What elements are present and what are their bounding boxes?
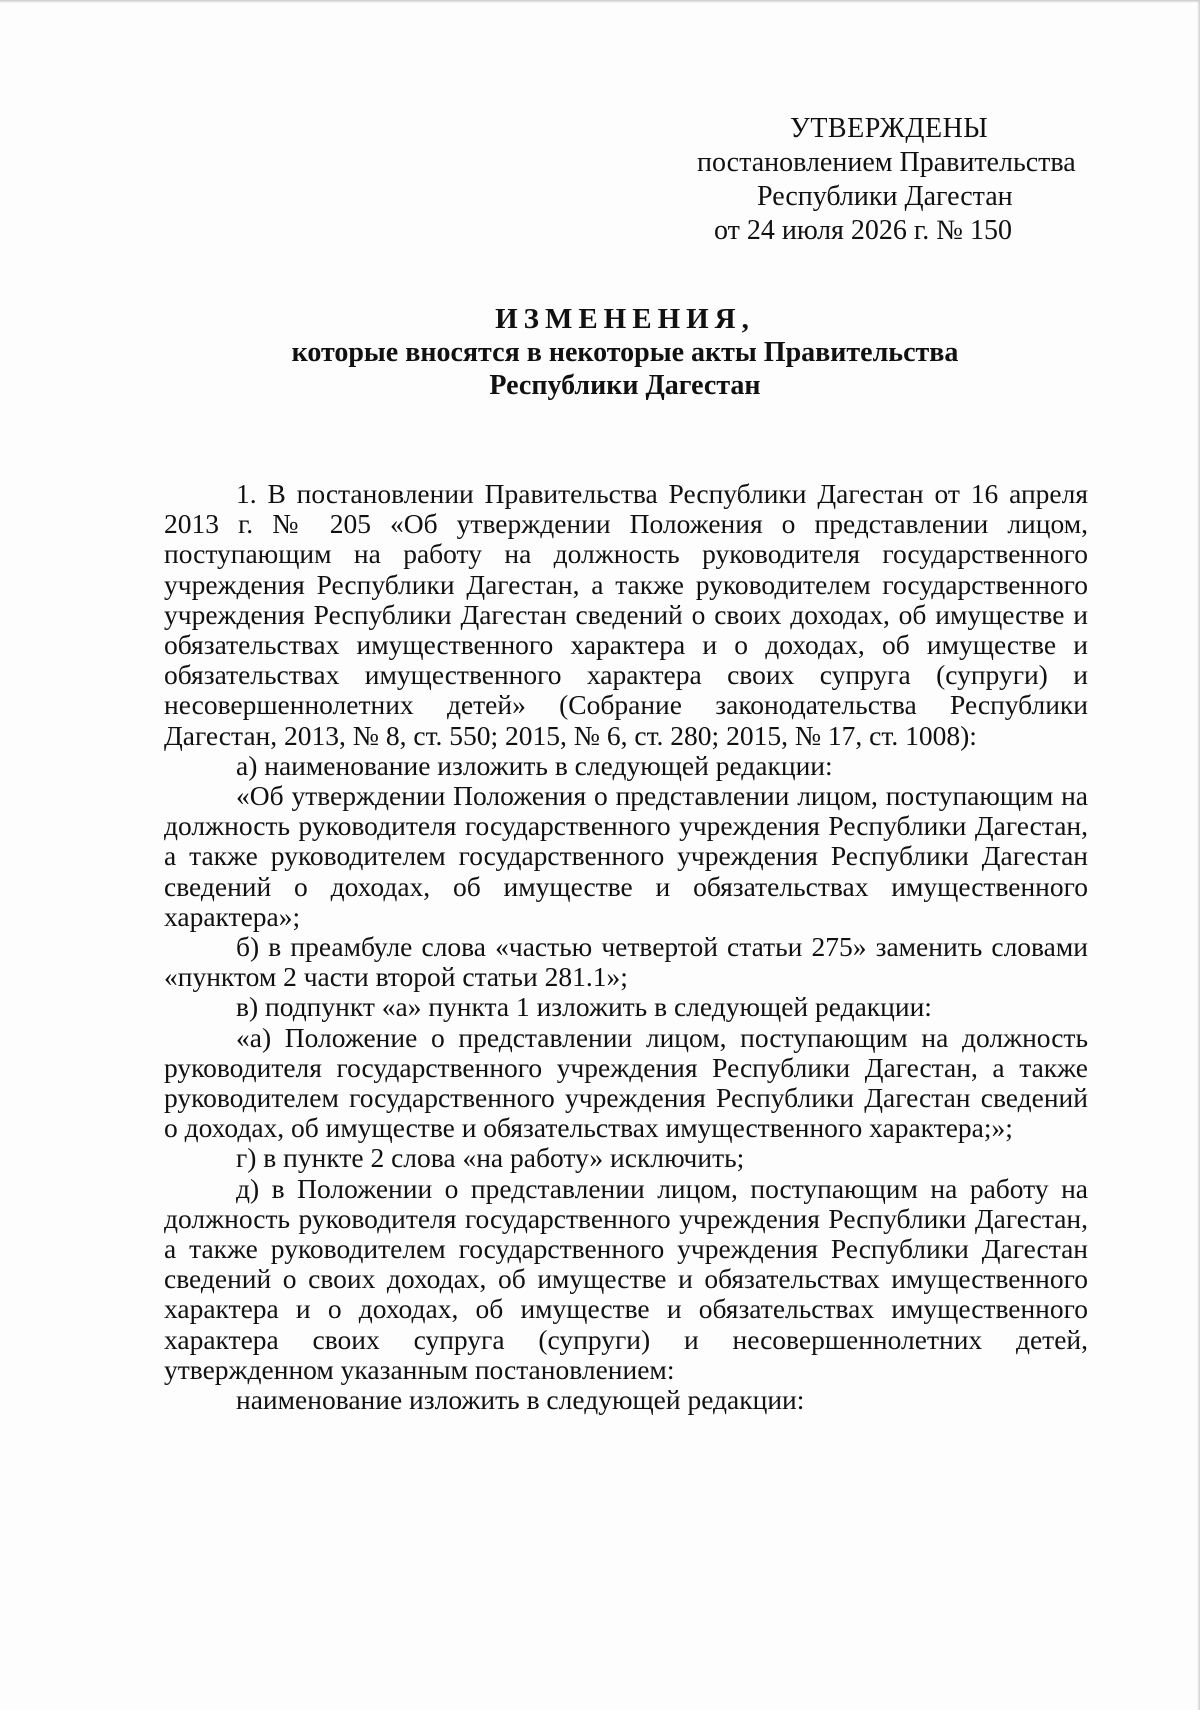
document-body: [164, 479, 1088, 1415]
paragraph-1: 1. В постановлении Правительства Республики Дагестан от 16 апреля 2013 г. № 205 «Об утверждении Положения о представлении лицом, поступающим на работу на должность руководителя государственного учреждения Республики Дагестан, а также руководителем государственного учреждения Республики Дагестан сведений о своих доходах, об имуществе и обязательствах имущественного характера и о доходах, об имуществе и обязательствах имущественного характера своих супруга (супруги) и несовершеннолетних детей» (Собрание законодательства Республики Дагестан, 2013, № 8, ст. 550; 2015, № 6, ст. 280; 2015, № 17, ст. 1008):: [164, 478, 1088, 751]
approval-line-1: постановлением Правительства: [697, 147, 1076, 178]
paragraph-v: в) подпункт «а» пункта 1 изложить в следующей редакции:: [236, 991, 932, 1023]
approval-line-2: Республики Дагестан: [757, 181, 1013, 212]
heading-title: ИЗМЕНЕНИЯ,: [495, 303, 755, 335]
paragraph-g: г) в пункте 2 слова «на работу» исключить;: [236, 1142, 745, 1174]
approval-line-3: от 24 июля 2026 г. № 150: [714, 215, 1012, 246]
scan-edge-top: [0, 0, 1200, 3]
approval-stamp-block: [620, 112, 1120, 248]
document-heading: [160, 303, 1090, 402]
approval-title: УТВЕРЖДЕНЫ: [790, 113, 989, 144]
paragraph-d: д) в Положении о представлении лицом, поступающим на работу на должность руководителя государственного учреждения Республики Дагестан, а также руководителем государственного учреждения Республики Дагестан сведений о своих доходах, об имуществе и обязательствах имущественного характера и о доходах, об имуществе и обязательствах имущественного характера своих супруга (супруги) и несовершеннолетних детей, утвержденном указанным постановлением:: [164, 1172, 1088, 1385]
heading-line-1: которые вносятся в некоторые акты Правительства: [291, 337, 959, 368]
paragraph-final: наименование изложить в следующей редакции:: [236, 1384, 805, 1416]
paragraph-a: а) наименование изложить в следующей редакции:: [236, 749, 833, 781]
paragraph-a-quote: «Об утверждении Положения о представлении лицом, поступающим на должность руководителя государственного учреждения Республики Дагестан, а также руководителем государственного учреждения Республики Дагестан сведений о доходах, об имуществе и обязательствах имущественного характера»;: [164, 780, 1088, 932]
paragraph-v-quote: «а) Положение о представлении лицом, поступающим на должность руководителя государственного учреждения Республики Дагестан, а также руководителем государственного учреждения Республики Дагестан сведений о доходах, об имуществе и обязательствах имущественного характера;»;: [164, 1021, 1088, 1144]
paragraph-b: б) в преамбуле слова «частью четвертой статьи 275» заменить словами «пунктом 2 части второй статьи 281.1»;: [164, 931, 1088, 993]
heading-line-2: Республики Дагестан: [489, 370, 761, 401]
